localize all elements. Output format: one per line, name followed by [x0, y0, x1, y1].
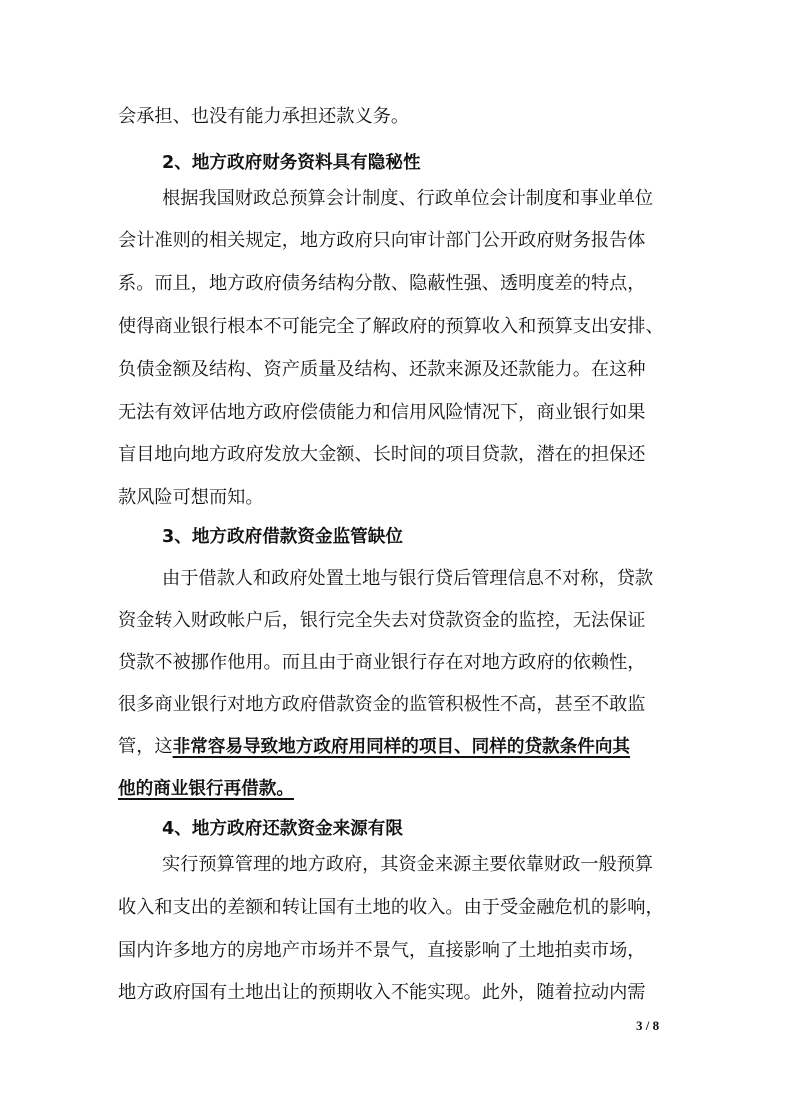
line-start-text: 管，这 — [118, 736, 173, 757]
paragraph-line: 贷款不被挪作他用。而且由于商业银行存在对地方政府的依赖性， — [118, 652, 646, 673]
section-heading-4: 4、地方政府还款资金来源有限 — [162, 819, 403, 839]
paragraph-line: 负债金额及结构、资产质量及结构、还款来源及还款能力。在这种 — [118, 359, 646, 380]
page-number: 3 / 8 — [636, 1018, 660, 1033]
paragraph-line: 款风险可想而知。 — [118, 487, 264, 508]
emphasized-text: 非常容易导致地方政府用同样的项目、同样的贷款条件向其 — [172, 737, 631, 757]
paragraph-line: 无法有效评估地方政府偿债能力和信用风险情况下，商业银行如果 — [118, 402, 646, 423]
paragraph-line: 使得商业银行根本不可能完全了解政府的预算收入和预算支出安排、 — [118, 316, 664, 337]
paragraph-line: 根据我国财政总预算会计制度、行政单位会计制度和事业单位 — [162, 188, 654, 209]
paragraph-line: 会计准则的相关规定，地方政府只向审计部门公开政府财务报告体 — [118, 230, 646, 251]
section-heading-3: 3、地方政府借款资金监管缺位 — [162, 527, 403, 547]
paragraph-line: 很多商业银行对地方政府借款资金的监管积极性不高，甚至不敢监 — [118, 694, 646, 715]
emphasized-text: 他的商业银行再借款。 — [118, 779, 294, 799]
paragraph-line: 资金转入财政帐户后，银行完全失去对贷款资金的监控，无法保证 — [118, 610, 646, 631]
paragraph-line: 系。而且，地方政府债务结构分散、隐蔽性强、透明度差的特点， — [118, 273, 646, 294]
paragraph-line: 实行预算管理的地方政府，其资金来源主要依靠财政一般预算 — [162, 854, 654, 875]
paragraph-line: 收入和支出的差额和转让国有土地的收入。由于受金融危机的影响， — [118, 897, 664, 918]
paragraph-line: 会承担、也没有能力承担还款义务。 — [118, 106, 410, 127]
paragraph-line: 地方政府国有土地出让的预期收入不能实现。此外，随着拉动内需 — [118, 982, 646, 1003]
paragraph-line: 国内许多地方的房地产市场并不景气，直接影响了土地拍卖市场， — [118, 940, 646, 961]
paragraph-line: 盲目地向地方政府发放大金额、长时间的项目贷款，潜在的担保还 — [118, 444, 646, 465]
section-heading-2: 2、地方政府财务资料具有隐秘性 — [162, 153, 421, 173]
paragraph-line: 由于借款人和政府处置土地与银行贷后管理信息不对称，贷款 — [162, 568, 654, 589]
paragraph-line — [118, 724, 678, 770]
